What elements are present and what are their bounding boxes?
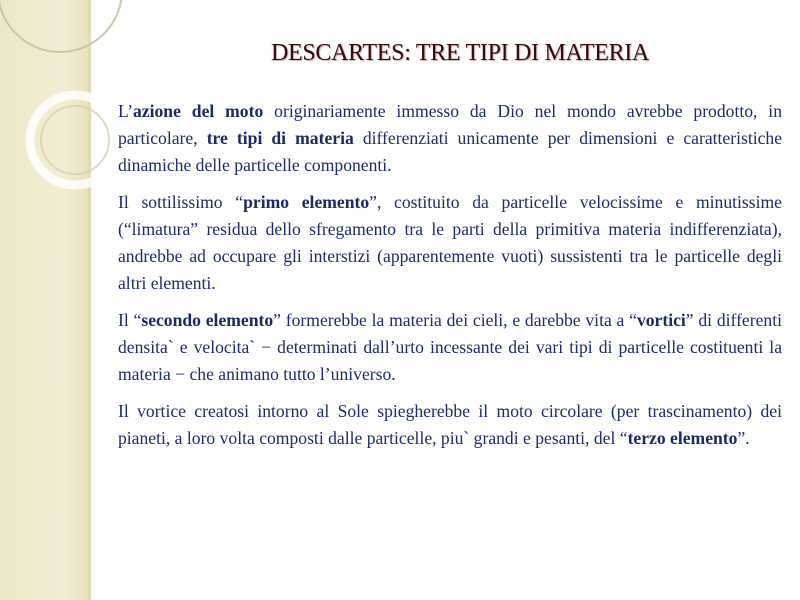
text-run: L’ [118, 101, 133, 121]
text-run: ” formerebbe la materia dei cieli, e darebbe vita a “ [273, 310, 637, 330]
paragraph [118, 398, 782, 452]
paragraph [118, 98, 782, 179]
decorative-circles [0, 0, 130, 230]
bold-term: vortici [636, 310, 686, 330]
text-run: ”. [737, 428, 750, 448]
text-run: Il “ [118, 310, 142, 330]
bold-term: primo elemento [243, 192, 370, 212]
bold-term: terzo elemento [627, 428, 738, 448]
bold-term: tre tipi di materia [206, 128, 354, 148]
text-run: originariamente immesso da Dio nel mondo avrebbe prodotto, in particolare, [118, 101, 782, 148]
text-run: ”, costituito da particelle velocissime e minutissime (“limatura” residua dello sfregamento tra le parti della primitiva materia indifferenziata), andrebbe ad occupare gli interstizi (apparentemente vuoti) sussistenti tra le particelle degli altri elementi. [118, 192, 782, 293]
text-run: differenziati unicamente per dimensioni e caratteristiche dinamiche delle particelle componenti. [118, 128, 783, 175]
paragraph [118, 307, 782, 388]
text-run: Il sottilissimo “ [118, 192, 244, 212]
slide-title: DESCARTES: TRE TIPI DI MATERIA [270, 40, 650, 66]
text-run: Il vortice creatosi intorno al Sole spiegherebbe il moto circolare (per trascinamento) dei pianeti, a loro volta composti dalle particelle, piu` grandi e pesanti, del “ [118, 401, 782, 448]
text-run: ” di differenti densita` e velocita` − determinati dall’urto incessante dei vari tipi di particelle costituenti la materia − che animano tutto l’universo. [118, 310, 782, 384]
decorative-arc-top [0, 0, 122, 52]
paragraph [118, 189, 782, 297]
slide-body [118, 98, 782, 462]
bold-term: azione del moto [133, 101, 264, 121]
bold-term: secondo elemento [141, 310, 274, 330]
decorative-ring-inner [41, 106, 109, 174]
decorative-ring-outer [30, 95, 120, 185]
